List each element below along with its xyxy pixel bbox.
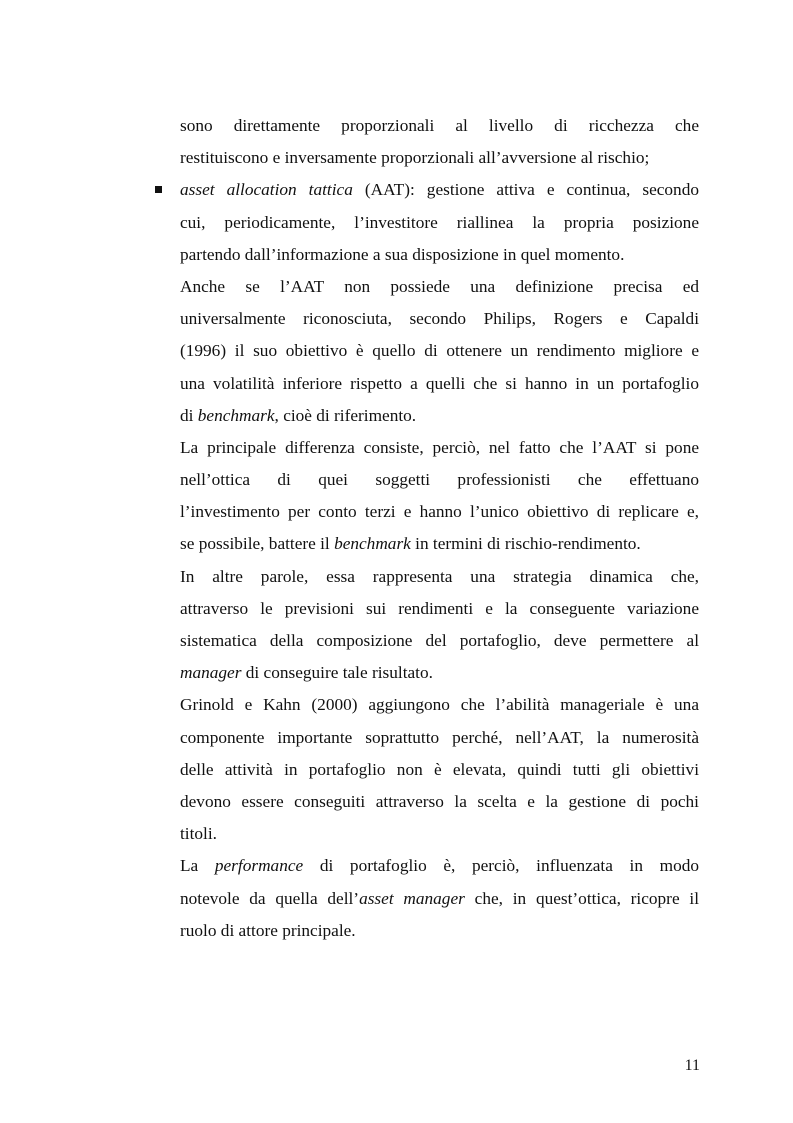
text-run: titoli. bbox=[180, 824, 217, 844]
text-line bbox=[180, 303, 699, 335]
text-line bbox=[180, 657, 699, 689]
text-run: attraverso le previsioni sui rendimenti e la conseguente variazione bbox=[180, 598, 699, 618]
text-run: (AAT): gestione attiva e continua, secondo bbox=[352, 180, 699, 200]
text-run: sono direttamente proporzionali al livello di ricchezza che bbox=[180, 116, 699, 135]
italic-term: manager bbox=[180, 663, 242, 683]
text-line bbox=[180, 625, 699, 657]
text-run: ruolo di attore principale. bbox=[180, 920, 356, 940]
text-line bbox=[180, 722, 699, 754]
text-line bbox=[180, 400, 699, 432]
text-line bbox=[180, 593, 699, 625]
italic-term: benchmark bbox=[334, 534, 411, 554]
text-line bbox=[180, 335, 699, 367]
text-line bbox=[180, 110, 699, 142]
text-run: devono essere conseguiti attraverso la scelta e la gestione di pochi bbox=[180, 791, 699, 811]
text-run: se possibile, battere il bbox=[180, 534, 335, 554]
italic-term: asset allocation tattica bbox=[180, 180, 353, 200]
text-run: in termini di rischio-rendimento. bbox=[410, 534, 641, 554]
text-line bbox=[180, 883, 699, 915]
text-run: nell’ottica di quei soggetti professionisti che effettuano bbox=[180, 470, 699, 490]
text-run: In altre parole, essa rappresenta una strategia dinamica che, bbox=[180, 566, 699, 586]
text-line bbox=[180, 818, 699, 850]
text-line bbox=[180, 850, 699, 882]
text-run: sistematica della composizione del portafoglio, deve permettere al bbox=[180, 631, 699, 650]
text-run: l’investimento per conto terzi e hanno l’unico obiettivo di replicare e, bbox=[180, 502, 699, 522]
text-run: (1996) il suo obiettivo è quello di ottenere un rendimento migliore e bbox=[180, 341, 699, 361]
text-run: La principale differenza consiste, perciò, nel fatto che l’AAT si pone bbox=[180, 437, 699, 457]
bullet-square-icon bbox=[155, 186, 162, 193]
text-run: di conseguire tale risultato. bbox=[241, 663, 433, 683]
body-text bbox=[180, 110, 699, 947]
text-line bbox=[180, 754, 699, 786]
text-line bbox=[180, 142, 699, 174]
text-line bbox=[180, 915, 699, 947]
text-line bbox=[180, 689, 699, 721]
text-run: , cioè di riferimento. bbox=[274, 405, 417, 425]
text-line bbox=[180, 174, 699, 206]
text-line bbox=[180, 368, 699, 400]
text-run: La bbox=[180, 856, 215, 876]
italic-term: asset manager bbox=[359, 888, 465, 908]
text-line bbox=[180, 207, 699, 239]
text-run: componente importante soprattutto perché, nell’AAT, la numerosità bbox=[180, 727, 699, 747]
page-number: 11 bbox=[684, 1057, 700, 1074]
text-line bbox=[180, 786, 699, 818]
text-run: che, in quest’ottica, ricopre il bbox=[464, 888, 699, 908]
italic-term: performance bbox=[214, 856, 304, 876]
text-run: restituiscono e inversamente proporzionali all’avversione al rischio; bbox=[180, 148, 650, 168]
italic-term: benchmark bbox=[197, 405, 275, 425]
text-line bbox=[180, 528, 699, 560]
text-run: di bbox=[180, 405, 198, 425]
text-line bbox=[180, 496, 699, 528]
text-run: partendo dall’informazione a sua disposizione in quel momento. bbox=[180, 244, 625, 264]
text-line bbox=[180, 432, 699, 464]
text-run: di portafoglio è, perciò, influenzata in modo bbox=[303, 856, 699, 876]
text-line bbox=[180, 239, 699, 271]
text-run: cui, periodicamente, l’investitore riallinea la propria posizione bbox=[180, 212, 699, 232]
text-run: Anche se l’AAT non possiede una definizione precisa ed bbox=[180, 276, 699, 296]
text-run: delle attività in portafoglio non è elevata, quindi tutti gli obiettivi bbox=[180, 759, 699, 779]
text-run: una volatilità inferiore rispetto a quelli che si hanno in un portafoglio bbox=[180, 373, 699, 393]
text-line bbox=[180, 271, 699, 303]
text-run: universalmente riconosciuta, secondo Philips, Rogers e Capaldi bbox=[180, 309, 699, 329]
text-line bbox=[180, 464, 699, 496]
text-run: notevole da quella dell’ bbox=[180, 888, 360, 908]
text-line bbox=[180, 561, 699, 593]
text-run: Grinold e Kahn (2000) aggiungono che l’abilità manageriale è una bbox=[180, 695, 699, 715]
